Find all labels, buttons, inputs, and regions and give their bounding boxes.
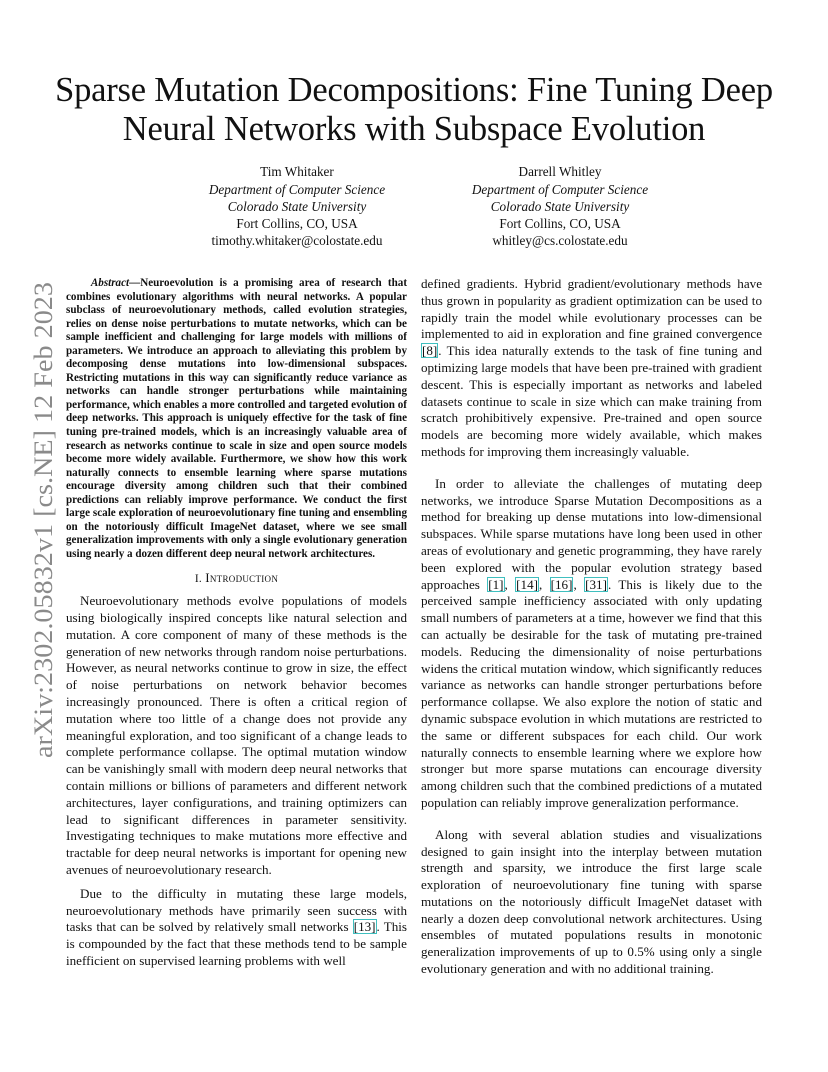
text-span: . This idea naturally extends to the task of fine tuning and optimizing large models that have been pre-trained with gradient descent. This is especially important as networks and labeled datasets continue to scale in size which can make training from scratch prohibitively expensive. Pre-trained and open source models are becoming more widely available, which makes methods for improving them increasingly valuable. — [421, 343, 762, 459]
text-span: , — [539, 576, 550, 592]
intro-paragraph-3 — [421, 276, 762, 461]
arxiv-identifier — [8, 280, 68, 760]
citation-link[interactable]: [16] — [550, 576, 573, 592]
author-email: timothy.whitaker@colostate.edu — [211, 233, 383, 248]
author-department: Department of Computer Science — [471, 182, 649, 197]
abstract — [66, 277, 407, 561]
citation-link[interactable]: [1] — [488, 576, 504, 592]
author-location: Fort Collins, CO, USA — [236, 216, 358, 231]
citation-link[interactable]: [13] — [353, 919, 376, 935]
section-title: Introduction — [205, 570, 279, 586]
citation-link[interactable]: [8] — [422, 343, 438, 359]
section-number: I. — [194, 573, 203, 586]
author-name: Darrell Whitley — [518, 164, 602, 179]
right-column — [421, 276, 762, 978]
intro-paragraph-4 — [421, 476, 762, 812]
citation-link[interactable]: [14] — [516, 576, 538, 592]
author-name: Tim Whitaker — [260, 164, 334, 179]
intro-paragraph-1: Neuroevolutionary methods evolve populations of models using biologically inspired concepts like natural selection and mutation. A core component of many of these methods is the generation of new networks through random noise perturbations. However, as neural networks continue to grow in size, the effect of noise perturbations on network behavior becomes increasingly pronounced. There is often a critical region of mutation where too little of a change does not provide any meaningful exploration, and too significant of a change leads to complete performance collapse. The optimal mutation window can be vanishingly small with modern deep neural networks that contain millions or billions of parameters and different network architectures, layer configurations, and training optimizers can lead to significant differences in parameter sensitivity. Investigating techniques to make mutations more effective and tractable for deep neural networks is important for opening new avenues of neuroevolutionary research. — [66, 593, 407, 878]
arxiv-id-text: arXiv:2302.05832v1 [cs.NE] 12 Feb 2023 — [29, 318, 58, 758]
text-span: In order to alleviate the challenges of mutating deep networks, we introduce Sparse Mutation Decompositions as a method for breaking up dense mutations into low-dimensional subspaces. While sparse mutations have long been used in other areas of evolutionary and genetic programming, they have rarely been explored with the popular evolution strategy based approaches — [421, 475, 762, 592]
text-span: . This is likely due to the perceived sample inefficiency associated with only updating small numbers of parameters at a time, however we find that this can actually be desirable for the task of mutating pre-trained models. Reducing the dimensionality of noise perturbations widens the critical mutation window, which significantly reduces variance as networks can handle stronger perturbations before performance collapse. We also explore the notion of static and dynamic subspace evolution in which mutations are restricted to the same or different subspaces for each child. Our work naturally connects to ensemble learning where we explore how stronger but more sparse mutations can encourage diversity among children such that the combined predictions of a mutated population can reliably improve generalization performance. — [421, 576, 763, 810]
text-span: , — [573, 576, 585, 592]
left-column — [66, 277, 407, 970]
intro-paragraph-2 — [66, 886, 407, 970]
author-university: Colorado State University — [490, 199, 630, 214]
citation-link[interactable]: [31] — [585, 576, 607, 592]
author-university: Colorado State University — [227, 199, 367, 214]
author-department: Department of Computer Science — [208, 182, 386, 197]
text-span: , — [504, 576, 516, 592]
abstract-text: —Neuroevolution is a promising area of research that combines evolutionary algorithms with neural networks. A popular subclass of neuroevolutionary methods, called evolution strategies, relies on dense noise perturbations to mutate networks, which can be sample inefficient and challenging for large models with millions of parameters. We introduce an approach to alleviating this problem by decomposing dense mutations into low-dimensional subspaces. Restricting mutations in this way can significantly reduce variance as networks can handle stronger perturbations while maintaining performance, which enables a more controlled and targeted evolution of deep networks. This approach is uniquely effective for the task of fine tuning pre-trained models, which is an increasingly valuable area of research as networks continue to scale in size and open source models become more widely available. Furthermore, we show how this work naturally connects to ensemble learning where sparse mutations encourage diversity among children such that their combined predictions can reliably improve performance. We conduct the first large scale exploration of neuroevolutionary fine tuning and ensembling on the notoriously difficult ImageNet dataset, where we see small generalization improvements with only a single evolutionary generation using nearly a dozen different deep neural network architectures. — [66, 277, 408, 560]
author-block-1 — [147, 163, 447, 249]
author-location: Fort Collins, CO, USA — [499, 216, 621, 231]
text-span: defined gradients. Hybrid gradient/evolutionary methods have thus grown in popularity as gradient optimization can be used to rapidly train the model while evolutionary processes can be implemented to aid in exploration and fine grained convergence — [421, 276, 762, 342]
abstract-label: Abstract — [90, 277, 130, 289]
text-span: . This is compounded by the fact that these methods tend to be sample inefficient on supervised learning problems with well — [66, 919, 408, 969]
author-block-2 — [410, 163, 710, 249]
text-span: Due to the difficulty in mutating these large models, neuroevolutionary methods have primarily seen success with tasks that can be solved by relatively small networks — [66, 885, 407, 935]
section-heading — [66, 570, 407, 588]
author-email: whitley@cs.colostate.edu — [492, 233, 628, 248]
intro-paragraph-5: Along with several ablation studies and visualizations designed to gain insight into the interplay between mutation strength and sparsity, we introduce the first large scale exploration of neuroevolutionary fine tuning with sparse mutations on the notoriously difficult ImageNet dataset with nearly a dozen deep convolutional network architectures. Using ensembles of mutated populations results in monotonic generalization improvements of up to 0.5% using only a single evolutionary generation and with no additional training. — [421, 826, 762, 977]
paper-title: Sparse Mutation Decompositions: Fine Tuning Deep Neural Networks with Subspace Evolution — [55, 71, 773, 148]
